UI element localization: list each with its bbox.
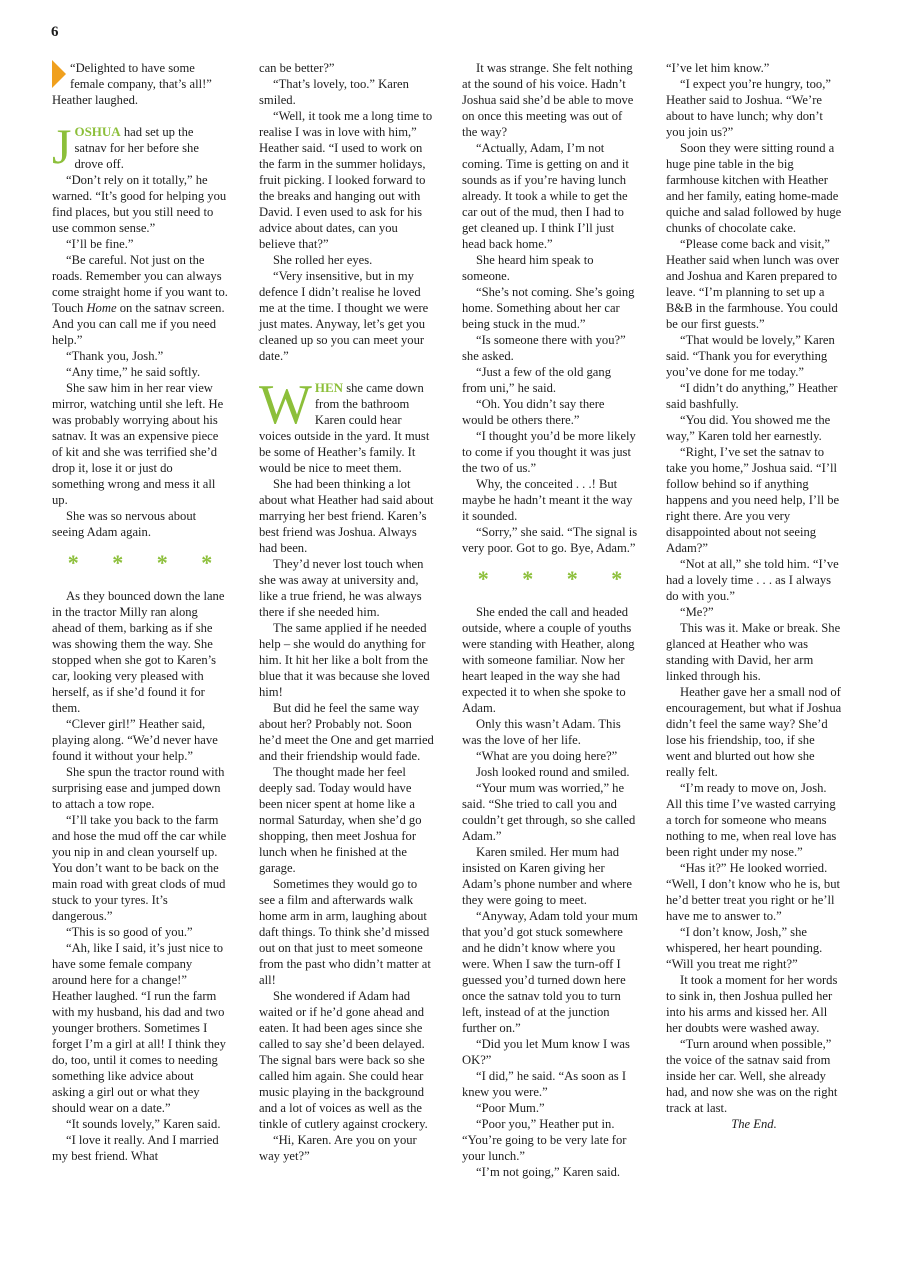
paragraph: “Ah, like I said, it’s just nice to have some female company around here for a change!” Heather laughed. “I run the farm with my husband, his dad and two younger brothers. Sometimes I forget I’m a girl at all! I think they do, too, until it comes to needing something like advice about asking a girl out or what they should wear on a date.” <box>52 941 226 1115</box>
paragraph: She heard him speak to someone. <box>462 253 594 283</box>
paragraph: “Please come back and visit,” Heather said when lunch was over and Joshua and Karen prepared to leave. “I’m planning to set up a B&B in the farmhouse. You could be our first guests.” <box>666 237 840 331</box>
paragraph: “I don’t know, Josh,” she whispered, her heart pounding. “Will you treat me right?” <box>666 925 823 971</box>
paragraph: “Be careful. Not just on the roads. Remember you can always come straight home if you want to. Touch Home on the satnav screen. And you can call me if you need help.” <box>52 253 228 347</box>
section-break-stars: * * * * <box>67 550 227 575</box>
paragraph: “Is someone there with you?” she asked. <box>462 333 626 363</box>
paragraph: She was so nervous about seeing Adam again. <box>52 509 197 539</box>
paragraph: “Oh. You didn’t say there would be others there.” <box>462 397 605 427</box>
paragraph: “Any time,” he said softly. <box>66 365 201 379</box>
paragraph: Why, the conceited . . .! But maybe he hadn’t meant it the way it sounded. <box>462 477 633 523</box>
paragraph: She saw him in her rear view mirror, watching until she left. He was probably worrying about his satnav. It was an expensive piece of kit and she was terrified she’d drop it, lose it or just do something wrong and mess it all up. <box>52 381 224 507</box>
paragraph: “Has it?” He looked worried. “Well, I don’t know who he is, but he’d better treat you right or he’ll have me to answer to.” <box>666 861 840 923</box>
paragraph: “I’m not going,” Karen said. <box>476 1165 621 1179</box>
paragraph: “Thank you, Josh.” <box>66 349 164 363</box>
paragraph: But did he feel the same way about her? Probably not. Soon he’d meet the One and get married and their friendship would fade. <box>259 701 434 763</box>
drop-cap: W <box>259 374 312 436</box>
text-column-3 <box>462 60 638 1180</box>
paragraph: “What are you doing here?” <box>476 749 618 763</box>
paragraph: “Me?” <box>680 605 714 619</box>
paragraph: Sometimes they would go to see a film and afterwards walk home arm in arm, laughing about daft things. To think she’d missed out on that just to meet someone from the past who didn’t matter at all! <box>259 877 431 987</box>
paragraph: “I love it really. And I married my best friend. What <box>52 1133 219 1163</box>
paragraph: “Just a few of the old gang from uni,” he said. <box>462 365 611 395</box>
paragraph: She rolled her eyes. <box>273 253 373 267</box>
paragraph: Karen smiled. Her mum had insisted on Karen giving her Adam’s phone number and where they were going to meet. <box>462 845 632 907</box>
paragraph: “I’ll take you back to the farm and hose the mud off the car while you nip in and clean yourself up. You don’t want to be back on the main road with great clods of mud stuck to your tyres. It’s dangerous.” <box>52 813 227 923</box>
paragraph: “Right, I’ve set the satnav to take you home,” Joshua said. “I’ll follow behind so if anything happens and you need help, I’ll be right there. Are you very disappointed about not seeing Adam?” <box>666 445 840 555</box>
paragraph: “I expect you’re hungry, too,” Heather said to Joshua. “We’re about to have lunch; why don’t you join us?” <box>666 77 831 139</box>
paragraph: As they bounced down the lane in the tractor Milly ran along ahead of them, barking as if she was showing them the way. She stopped when she got to Karen’s car, looking very pleased with herself, as if she’d found it for them. <box>52 589 225 715</box>
paragraph: “It sounds lovely,” Karen said. <box>66 1117 221 1131</box>
paragraph: Only this wasn’t Adam. This was the love of her life. <box>462 717 621 747</box>
paragraph: “Poor you,” Heather put in. “You’re going to be very late for your lunch.” <box>462 1117 627 1163</box>
paragraph: “Poor Mum.” <box>476 1101 545 1115</box>
paragraph: She spun the tractor round with surprising ease and jumped down to attach a tow rope. <box>52 765 225 811</box>
paragraph: “I did,” he said. “As soon as I knew you were.” <box>462 1069 627 1099</box>
lead-in: OSHUA <box>74 124 121 139</box>
paragraph: “This is so good of you.” <box>66 925 193 939</box>
paragraph: “I didn’t do anything,” Heather said bashfully. <box>666 381 838 411</box>
paragraph: The thought made her feel deeply sad. Today would have been nicer spent at home like a normal Saturday, when she’d go shopping, then meet Joshua for lunch when he finished at the garage. <box>259 765 422 875</box>
paragraph: It took a moment for her words to sink in, then Joshua pulled her into his arms and kissed her. All her doubts were washed away. <box>666 973 838 1035</box>
paragraph: “She’s not coming. She’s going home. Something about her car being stuck in the mud.” <box>462 285 635 331</box>
page-number: 6 <box>51 24 59 40</box>
paragraph: “Hi, Karen. Are you on your way yet?” <box>259 1133 417 1163</box>
paragraph-dropcap: JOSHUA had set up the satnav for her before she drove off. <box>52 118 199 174</box>
paragraph: “Your mum was worried,” he said. “She tried to call you and couldn’t get through, so she called Adam.” <box>462 781 636 843</box>
paragraph: She ended the call and headed outside, where a couple of youths were standing with Heather, along with someone familiar. Now her heart leaped in the way she had expected it to when she spoke to Adam. <box>462 605 635 715</box>
text-column-2 <box>259 60 435 1164</box>
paragraph: “Did you let Mum know I was OK?” <box>462 1037 630 1067</box>
paragraph: Soon they were sitting round a huge pine table in the big farmhouse kitchen with Heather and her family, eating home-made quiche and salad followed by huge chunks of chocolate cake. <box>666 141 842 235</box>
lead-in: HEN <box>314 380 344 395</box>
paragraph: Josh looked round and smiled. <box>476 765 630 779</box>
paragraph: “Actually, Adam, I’m not coming. Time is getting on and it sounds as if you’re having lunch already. It took a while to get the car out of the mud, then I had to get cleaned up. I think I’ll just head back home.” <box>462 141 629 251</box>
paragraph: “Sorry,” she said. “The signal is very poor. Got to go. Bye, Adam.” <box>462 525 638 555</box>
paragraph: “Well, it took me a long time to realise I was in love with him,” Heather said. “I used to work on the farm in the summer holidays, fruit picking. I looked forward to the breaks and hanging out with David. I even used to ask for his advice about dates, can you believe that?” <box>259 109 433 251</box>
paragraph: “Turn around when possible,” the voice of the satnav said from inside her car. Well, she already had, and now she was on the right track at last. <box>666 1037 838 1115</box>
paragraph: can be better?” <box>259 61 335 75</box>
paragraph: They’d never lost touch when she was away at university and, like a true friend, he was always there if she needed him. <box>259 557 424 619</box>
paragraph: “Delighted to have some female company, that’s all!” Heather laughed. <box>52 61 212 107</box>
paragraph: “Anyway, Adam told your mum that you’d got stuck somewhere and he didn’t know where you were. When I saw the turn-off I guessed you’d turned down here once the satnav told you to turn left, instead of at the junction further on.” <box>462 909 638 1035</box>
paragraph: The same applied if he needed help – she would do anything for him. It hit her like a bolt from the blue that it was because she loved him! <box>259 621 430 699</box>
paragraph-dropcap: WHEN she came down from the bathroom Karen could hear voices outside in the yard. It must be some of Heather’s family. It would be nice to meet them. <box>259 374 430 475</box>
paragraph: “I thought you’d be more likely to come if you thought it was just the two of us.” <box>462 429 636 475</box>
paragraph: It was strange. She felt nothing at the sound of his voice. Hadn’t Joshua said she’d be able to move on once this meeting was out of the way? <box>462 61 634 139</box>
drop-cap: J <box>52 118 72 174</box>
text-column-4 <box>666 60 842 1132</box>
the-end: The End. <box>731 1117 777 1131</box>
paragraph: “That would be lovely,” Karen said. “Thank you for everything you’ve done for me today.” <box>666 333 835 379</box>
paragraph: “Very insensitive, but in my defence I didn’t realise he loved me at the time. I thought we were just mates. Anyway, let’s get you cleaned up so you can meet your date.” <box>259 269 429 363</box>
paragraph: She wondered if Adam had waited or if he’d gone ahead and eaten. It had been ages since she called to say she’d been delayed. The signal bars were back so she called him again. She could hear music playing in the background and a lot of voices as well as the tinkle of cutlery against crockery. <box>259 989 428 1131</box>
paragraph: “Don’t rely on it totally,” he warned. “It’s good for helping you find places, but you still need to use common sense.” <box>52 173 227 235</box>
paragraph: “That’s lovely, too.” Karen smiled. <box>259 77 409 107</box>
text-column-1 <box>52 60 228 1164</box>
paragraph: “I’ve let him know.” <box>666 61 770 75</box>
paragraph: This was it. Make or break. She glanced at Heather who was standing with David, her arm linked through his. <box>666 621 841 683</box>
section-break-stars: * * * * <box>477 566 637 591</box>
paragraph: “I’m ready to move on, Josh. All this time I’ve wasted carrying a torch for someone who means nothing to me, when real love has been right under my nose.” <box>666 781 837 859</box>
orange-arrow-icon <box>52 60 66 88</box>
paragraph: “Not at all,” she told him. “I’ve had a lovely time . . . as I always do with you.” <box>666 557 839 603</box>
paragraph: “Clever girl!” Heather said, playing along. “We’d never have found it without your help.” <box>52 717 218 763</box>
paragraph: She had been thinking a lot about what Heather had said about marrying her best friend. Karen’s best friend was Joshua. Always had been. <box>259 477 434 555</box>
paragraph: “I’ll be fine.” <box>66 237 134 251</box>
paragraph: “You did. You showed me the way,” Karen told her earnestly. <box>666 413 831 443</box>
paragraph: Heather gave her a small nod of encouragement, but what if Joshua didn’t feel the same way? She’d lose his friendship, too, if she went and blurted out how she really felt. <box>666 685 842 779</box>
